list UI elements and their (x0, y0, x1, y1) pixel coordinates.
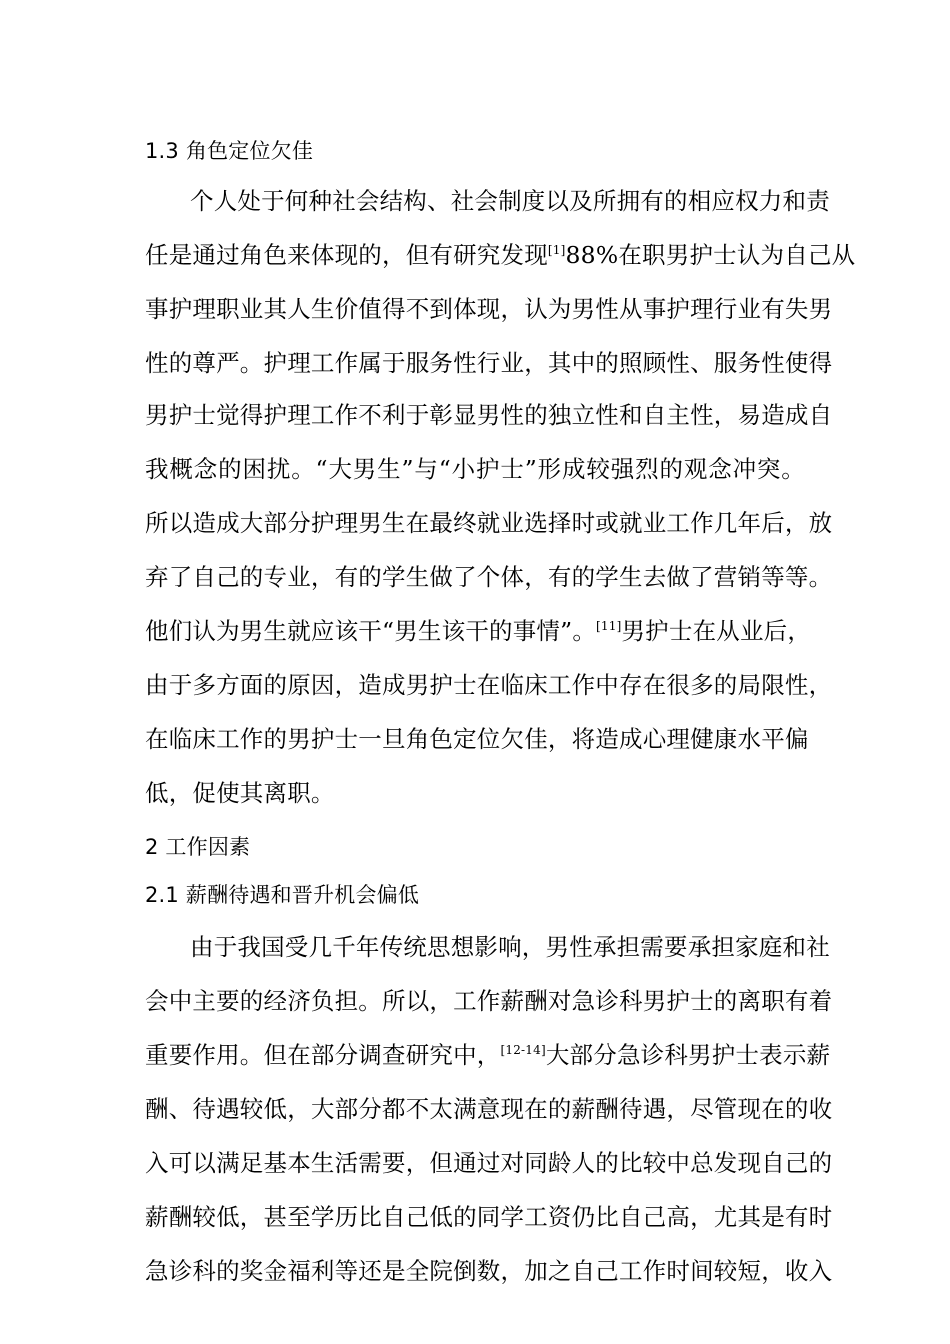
paragraph-line: 性的尊严。护理工作属于服务性行业，其中的照顾性、服务性使得 (145, 349, 833, 377)
line-text: 88%在职男护士认为自己从 (565, 241, 856, 269)
line-text: 男护士在从业后， (621, 617, 812, 645)
section-heading-2: 2 工作因素 (145, 835, 251, 859)
paragraph-line (145, 1040, 830, 1070)
line-text: 他们认为男生就应该干“男生该干的事情”。 (145, 617, 597, 645)
paragraph-line: 个人处于何种社会结构、社会制度以及所拥有的相应权力和责 (190, 187, 830, 215)
section-heading-2-1: 2.1 薪酬待遇和晋升机会偏低 (145, 883, 420, 907)
paragraph-line: 在临床工作的男护士一旦角色定位欠佳，将造成心理健康水平偏 (145, 725, 809, 753)
section-heading-1-3: 1.3 角色定位欠佳 (145, 139, 314, 163)
paragraph-line: 所以造成大部分护理男生在最终就业选择时或就业工作几年后，放 (145, 509, 833, 537)
line-text: 重要作用。但在部分调查研究中， (145, 1041, 501, 1069)
paragraph-line: 我概念的困扰。“大男生”与“小护士”形成较强烈的观念冲突。 (145, 455, 805, 483)
paragraph-line: 急诊科的奖金福利等还是全院倒数，加之自己工作时间较短，收入 (145, 1257, 833, 1285)
paragraph-line: 入可以满足基本生活需要，但通过对同龄人的比较中总发现自己的 (145, 1149, 833, 1177)
paragraph-line: 会中主要的经济负担。所以，工作薪酬对急诊科男护士的离职有着 (145, 987, 833, 1015)
paragraph-line: 弃了自己的专业，有的学生做了个体，有的学生去做了营销等等。 (145, 563, 833, 591)
paragraph-line: 酬、待遇较低，大部分都不太满意现在的薪酬待遇，尽管现在的收 (145, 1095, 833, 1123)
paragraph-line: 由于多方面的原因，造成男护士在临床工作中存在很多的局限性， (145, 671, 833, 699)
paragraph-line: 由于我国受几千年传统思想影响，男性承担需要承担家庭和社 (190, 933, 830, 961)
paragraph-line: 事护理职业其人生价值得不到体现，认为男性从事护理行业有失男 (145, 295, 833, 323)
line-text: 任是通过角色来体现的，但有研究发现 (145, 241, 548, 269)
line-text: 大部分急诊科男护士表示薪 (545, 1041, 831, 1069)
paragraph-line: 薪酬较低，甚至学历比自己低的同学工资仍比自己高，尤其是有时 (145, 1203, 833, 1231)
citation-ref: [1] (547, 243, 566, 257)
paragraph-line: 低，促使其离职。 (145, 779, 335, 807)
citation-ref: [11] (596, 619, 622, 633)
paragraph-line: 男护士觉得护理工作不利于彰显男性的独立性和自主性，易造成自 (145, 401, 833, 429)
paragraph-line (145, 240, 855, 270)
citation-ref: [12-14] (500, 1043, 546, 1057)
paragraph-line (145, 616, 811, 646)
